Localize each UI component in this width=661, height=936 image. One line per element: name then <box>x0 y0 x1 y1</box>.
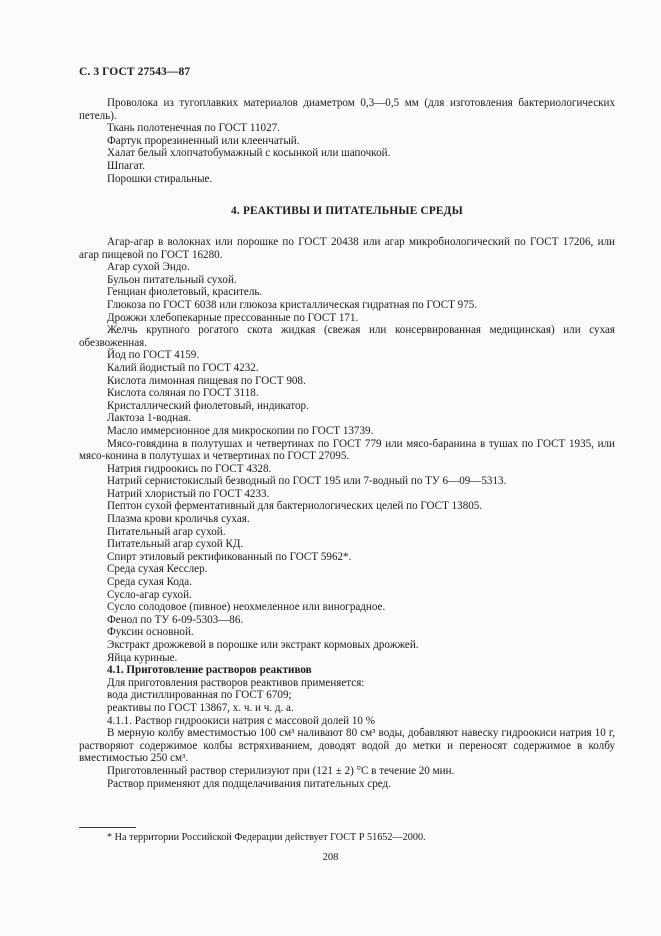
paragraph: Фуксин основной. <box>107 626 194 639</box>
paragraph: Плазма крови кроличья сухая. <box>107 513 250 526</box>
paragraph: Раствор применяют для подщелачивания питательных сред. <box>107 777 391 790</box>
paragraph: Сусло-агар сухой. <box>107 588 192 601</box>
paragraph: Масло иммерсионное для микроскопии по ГОСТ 13739. <box>107 424 374 437</box>
paragraph: Агар сухой Эндо. <box>107 261 190 274</box>
paragraph: Питательный агар сухой. <box>107 525 226 538</box>
paragraph: Калий йодистый по ГОСТ 4232. <box>107 361 259 374</box>
paragraph: Проволока из тугоплавких материалов диаметром 0,3—0,5 мм (для изготовления бактериологических петель). <box>79 97 615 122</box>
paragraph: Агар-агар в волокнах или порошке по ГОСТ 20438 или агар микробиологический по ГОСТ 17206, или агар пищевой по ГОСТ 16280. <box>79 236 615 261</box>
paragraph: Фартук прорезиненный или клеенчатый. <box>107 134 300 147</box>
paragraph: Порошки стиральные. <box>107 172 213 185</box>
paragraph: Спирт этиловый ректификованный по ГОСТ 5962*. <box>107 550 352 563</box>
paragraph: реактивы по ГОСТ 13867, х. ч. и ч. д. а. <box>107 701 294 714</box>
footnote: * На территории Российской Федерации действует ГОСТ Р 51652—2000. <box>107 832 426 843</box>
paragraph: Халат белый хлопчатобумажный с косынкой или шапочкой. <box>107 147 391 160</box>
paragraph: Кристаллический фиолетовый, индикатор. <box>107 399 309 412</box>
paragraph: Среда сухая Кесслер. <box>107 563 208 576</box>
paragraph: Сусло солодовое (пивное) неохмеленное или виноградное. <box>107 601 386 614</box>
reagents-block <box>79 236 615 790</box>
paragraph: Генциан фиолетовый, краситель. <box>107 286 263 299</box>
paragraph: Яйца куриные. <box>107 651 178 664</box>
paragraph: Шпагат. <box>107 159 146 172</box>
page-number: 208 <box>322 852 339 863</box>
footnote-divider <box>79 827 136 828</box>
paragraph: Приготовленный раствор стерилизуют при (121 ± 2) °С в течение 20 мин. <box>107 764 455 777</box>
intro-block <box>79 97 615 185</box>
paragraph: Лактоза 1-водная. <box>107 412 192 425</box>
paragraph: Фенол по ТУ 6-09-5303—86. <box>107 613 244 626</box>
subsection-title: 4.1. Приготовление растворов реактивов <box>107 664 312 677</box>
paragraph: Глюкоза по ГОСТ 6038 или глюкоза кристаллическая гидратная по ГОСТ 975. <box>107 298 478 311</box>
paragraph: Йод по ГОСТ 4159. <box>107 349 200 362</box>
paragraph: Среда сухая Кода. <box>107 576 193 589</box>
paragraph: Для приготовления растворов реактивов применяется: <box>107 676 365 689</box>
paragraph: Натрий хлористый по ГОСТ 4233. <box>107 487 270 500</box>
paragraph: В мерную колбу вместимостью 100 см³ наливают 80 см³ воды, добавляют навеску гидроокиси натрия 10 г, растворяют содержимое колбы встряхиванием, доводят водой до метки и переносят содержимое в колбу вместимостью 250 см³. <box>79 727 615 765</box>
paragraph: Кислота соляная по ГОСТ 3118. <box>107 387 259 400</box>
paragraph: Дрожжи хлебопекарные прессованные по ГОСТ 171. <box>107 311 359 324</box>
paragraph: Питательный агар сухой КД. <box>107 538 244 551</box>
paragraph: Экстракт дрожжевой в порошке или экстракт кормовых дрожжей. <box>107 639 419 651</box>
section-title: 4. РЕАКТИВЫ И ПИТАТЕЛЬНЫЕ СРЕДЫ <box>231 205 463 217</box>
paragraph: Натрия гидроокись по ГОСТ 4328. <box>107 462 272 475</box>
paragraph: 4.1.1. Раствор гидроокиси натрия с массовой долей 10 % <box>107 714 375 727</box>
paragraph: Натрий сернистокислый безводный по ГОСТ 195 или 7-водный по ТУ 6—09—5313. <box>107 475 507 488</box>
paragraph: Ткань полотенечная по ГОСТ 11027. <box>107 122 280 135</box>
paragraph: Желчь крупного рогатого скота жидкая (свежая или консервированная медицинская) или сухая обезвоженная. <box>79 324 615 349</box>
paragraph: вода дистиллированная по ГОСТ 6709; <box>107 689 292 702</box>
paragraph: Мясо-говядина в полутушах и четвертинах по ГОСТ 779 или мясо-баранина в тушах по ГОСТ 1935, или мясо-конина в полутушах и четвертинах по ГОСТ 27095. <box>79 437 615 463</box>
paragraph: Бульон питательный сухой. <box>107 273 237 286</box>
paragraph: Пептон сухой ферментативный для бактериологических целей по ГОСТ 13805. <box>107 500 483 513</box>
page-header: С. 3 ГОСТ 27543—87 <box>79 66 191 78</box>
paragraph: Кислота лимонная пищевая по ГОСТ 908. <box>107 374 306 387</box>
